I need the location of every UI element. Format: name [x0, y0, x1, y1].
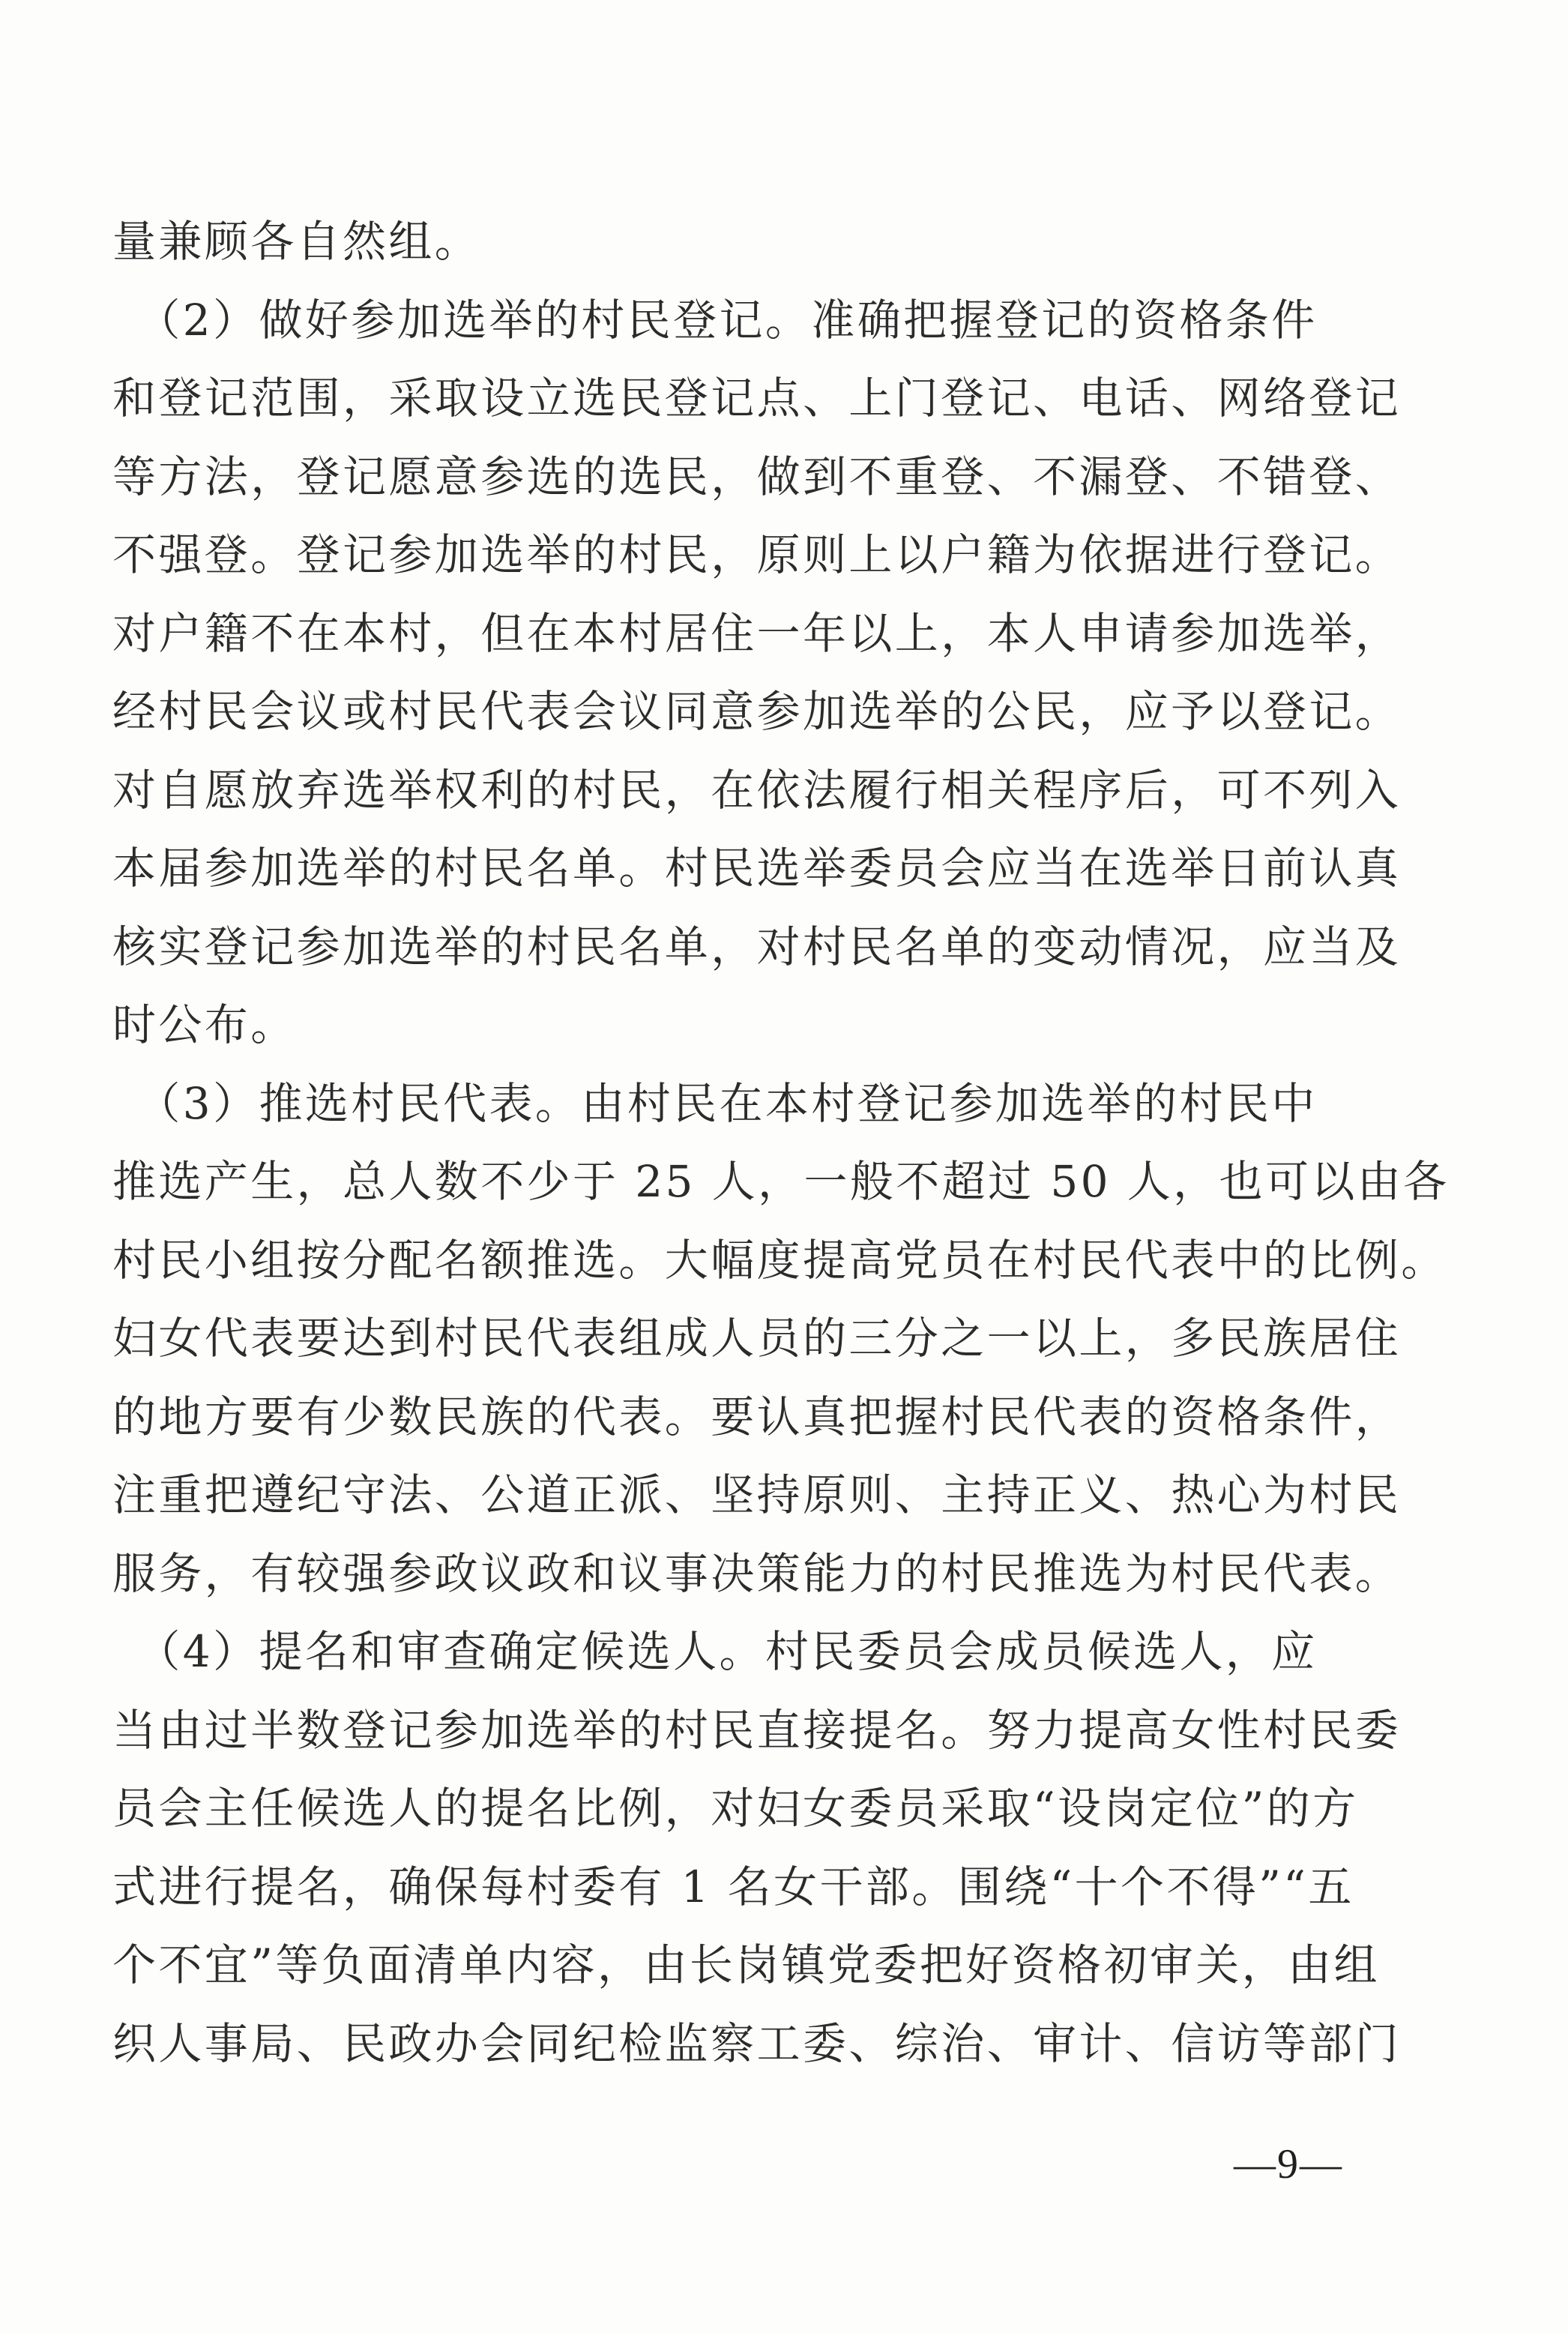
text-line: 织人事局、民政办会同纪检监察工委、综治、审计、信访等部门 — [112, 2017, 1402, 2069]
text-line: 推选产生，总人数不少于 25 人，一般不超过 50 人，也可以由各 — [112, 1156, 1450, 1207]
text-line: 村民小组按分配名额推选。大幅度提高党员在村民代表中的比例。 — [112, 1234, 1447, 1286]
text-line: （4）提名和审查确定候选人。村民委员会成员候选人，应 — [112, 1626, 1318, 1677]
text-line: 服务，有较强参政议政和议事决策能力的村民推选为村民代表。 — [112, 1547, 1402, 1599]
text-line: 不强登。登记参加选举的村民，原则上以户籍为依据进行登记。 — [112, 529, 1402, 580]
text-line: （3）推选村民代表。由村民在本村登记参加选举的村民中 — [112, 1077, 1318, 1129]
page-number: —9— — [1234, 2141, 1343, 2188]
body-text — [112, 202, 1462, 2083]
text-line: 时公布。 — [112, 999, 297, 1050]
text-line: 注重把遵纪守法、公道正派、坚持原则、主持正义、热心为村民 — [112, 1469, 1402, 1520]
text-line: 等方法，登记愿意参选的选民，做到不重登、不漏登、不错登、 — [112, 451, 1402, 502]
text-line: 员会主任候选人的提名比例，对妇女委员采取“设岗定位”的方 — [112, 1783, 1359, 1834]
text-line: 本届参加选举的村民名单。村民选举委员会应当在选举日前认真 — [112, 843, 1402, 894]
text-line: 个不宜”等负面清单内容，由长岗镇党委把好资格初审关，由组 — [112, 1939, 1380, 1990]
text-line: 的地方要有少数民族的代表。要认真把握村民代表的资格条件， — [112, 1391, 1402, 1442]
text-line: 核实登记参加选举的村民名单，对村民名单的变动情况，应当及 — [112, 921, 1402, 972]
text-line: 和登记范围，采取设立选民登记点、上门登记、电话、网络登记 — [112, 373, 1402, 424]
text-line: 量兼顾各自然组。 — [112, 216, 481, 267]
text-line: 妇女代表要达到村民代表组成人员的三分之一以上，多民族居住 — [112, 1313, 1402, 1364]
text-line: 当由过半数登记参加选举的村民直接提名。努力提高女性村民委 — [112, 1704, 1402, 1756]
text-line: 对自愿放弃选举权利的村民，在依法履行相关程序后，可不列入 — [112, 764, 1402, 816]
text-line: 经村民会议或村民代表会议同意参加选举的公民，应予以登记。 — [112, 686, 1402, 737]
text-line: 对户籍不在本村，但在本村居住一年以上，本人申请参加选举， — [112, 607, 1402, 659]
text-line: 式进行提名，确保每村委有 1 名女干部。围绕“十个不得”“五 — [112, 1861, 1354, 1912]
text-line: （2）做好参加选举的村民登记。准确把握登记的资格条件 — [112, 294, 1318, 346]
